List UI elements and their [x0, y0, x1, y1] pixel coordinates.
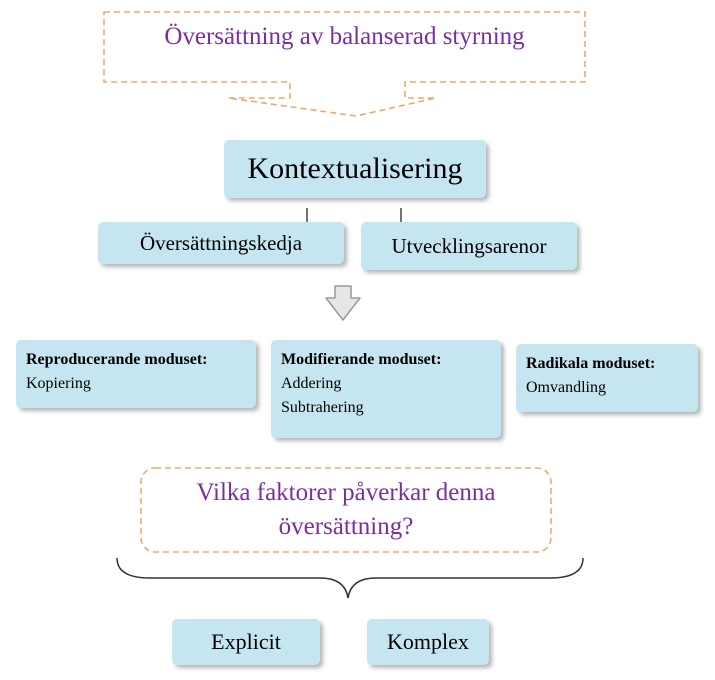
mode-title-0: Reproducerande moduset: [26, 351, 208, 368]
mode-box-0 [16, 340, 256, 408]
mode-item-0-0: Kopiering [26, 375, 91, 392]
question-text [141, 476, 551, 544]
factor-label-1: Komplex [387, 629, 469, 654]
branch-box-0 [98, 222, 344, 264]
question-line-1: översättning? [278, 513, 414, 540]
factor-box-0 [172, 619, 320, 665]
central-label: Kontextualisering [247, 152, 463, 185]
branch-label-0: Översättningskedja [139, 230, 303, 255]
mode-box-2 [516, 344, 698, 412]
branch-box-1 [361, 222, 577, 270]
mode-item-1-1: Subtrahering [281, 399, 364, 416]
mode-item-1-0: Addering [281, 375, 342, 392]
branch-label-1: Utvecklingsarenor [391, 233, 547, 258]
curly-brace [117, 558, 583, 598]
question-line-0: Vilka faktorer påverkar denna [196, 479, 496, 506]
mode-box-1 [271, 340, 501, 438]
diagram-title [104, 20, 585, 54]
factor-label-0: Explicit [211, 629, 281, 654]
diagram-title-text: Översättning av balanserad styrning [164, 23, 525, 50]
mode-item-2-0: Omvandling [526, 379, 606, 396]
central-box [224, 140, 486, 198]
mode-title-2: Radikala moduset: [526, 355, 656, 372]
down-arrow-icon [326, 286, 360, 320]
factor-box-1 [367, 619, 489, 665]
mode-title-1: Modifierande moduset: [281, 351, 442, 368]
